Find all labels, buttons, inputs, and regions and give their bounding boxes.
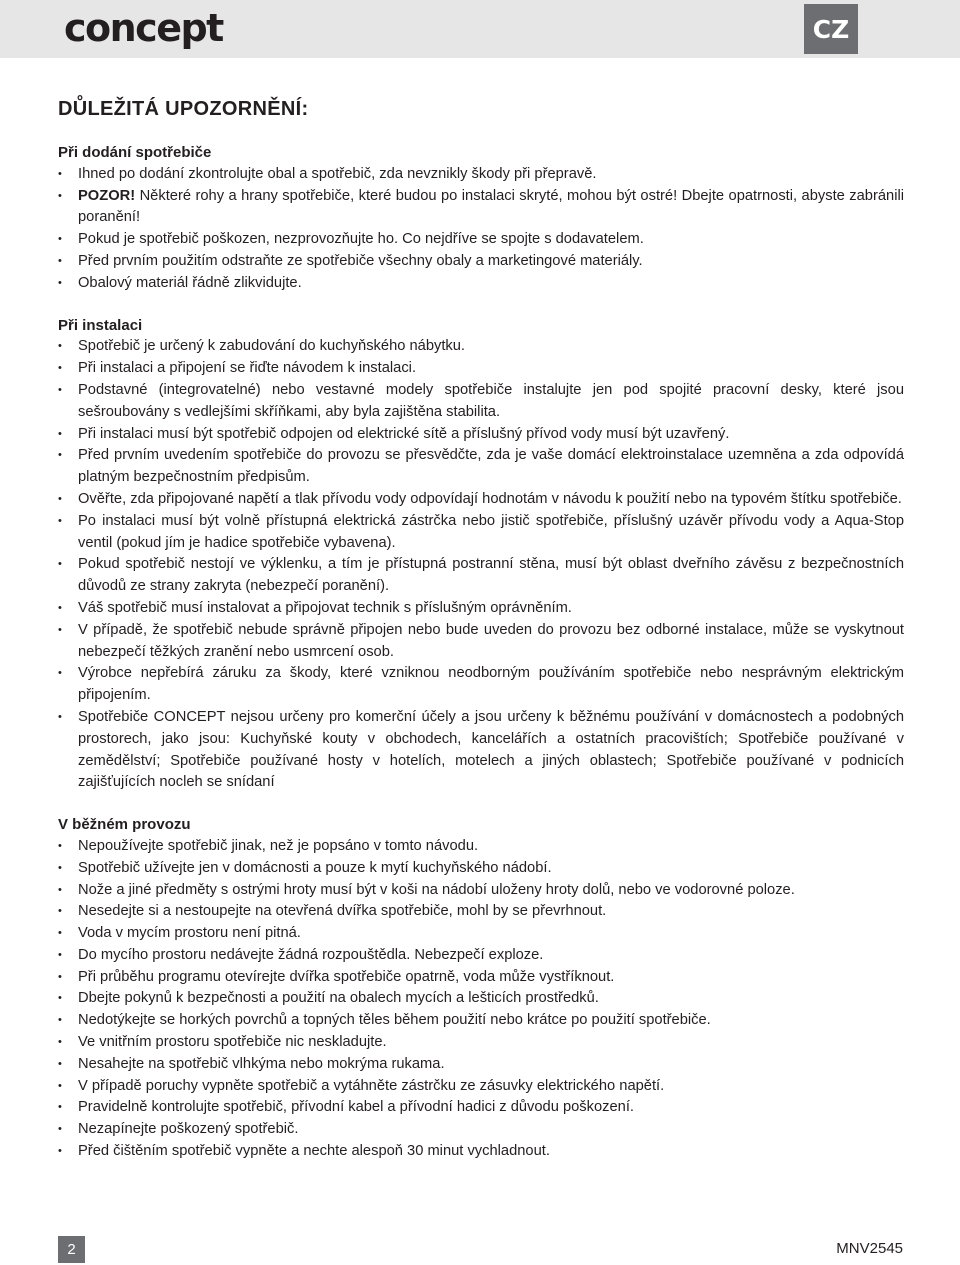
list-item: • Ihned po dodání zkontrolujte obal a spotřebič, zda nevznikly škody při přepravě.	[58, 164, 904, 186]
language-badge: CZ	[804, 4, 858, 54]
section	[58, 315, 904, 795]
sections-container	[58, 142, 904, 1163]
list-item: • Dbejte pokynů k bezpečnosti a použití na obalech mycích a lešticích prostředků.	[58, 988, 904, 1010]
page-title: DŮLEŽITÁ UPOZORNĚNÍ:	[58, 98, 309, 120]
list-item: • Pravidelně kontrolujte spotřebič, přívodní kabel a přívodní hadici z důvodu poškození.	[58, 1097, 904, 1119]
list-item: • Spotřebiče CONCEPT nejsou určeny pro komerční účely a jsou určeny k běžnému používání v domácnostech a podobných prostorech, jako jsou: Kuchyňské kouty v obchodech, kancelářích a ostatních pracovištích; Spotřebiče používané v zemědělství; Spotřebiče používané hosty v hotelích, motelech a jiných oblastech; Spotřebiče používané v podnicích zajišťujících nocleh se snídaní	[58, 707, 904, 794]
list-item: • Pokud spotřebič nestojí ve výklenku, a tím je přístupná postranní stěna, musí být oblast dveřního závěsu z bezpečnostních důvodů ze strany zakryta (nebezpečí poranění).	[58, 554, 904, 598]
list-item: • Ve vnitřním prostoru spotřebiče nic neskladujte.	[58, 1032, 904, 1054]
list-item: • Spotřebič užívejte jen v domácnosti a pouze k mytí kuchyňského nádobí.	[58, 858, 904, 880]
section	[58, 142, 904, 295]
bullet-list	[58, 836, 904, 1163]
list-item: • Nesahejte na spotřebič vlhkýma nebo mokrýma rukama.	[58, 1054, 904, 1076]
list-item: • Voda v mycím prostoru není pitná.	[58, 923, 904, 945]
list-item: • Podstavné (integrovatelné) nebo vestavné modely spotřebiče instalujte jen pod spojité pracovní desky, které jsou sešroubovány s vedlejšími skříňkami, aby byla zajištěna stabilita.	[58, 380, 904, 424]
list-item: • Při instalaci musí být spotřebič odpojen od elektrické sítě a příslušný přívod vody musí být uzavřený.	[58, 424, 904, 446]
bullet-list	[58, 164, 904, 295]
list-item: • Pokud je spotřebič poškozen, nezprovozňujte ho. Co nejdříve se spojte s dodavatelem.	[58, 229, 904, 251]
list-item: • Před prvním použitím odstraňte ze spotřebiče všechny obaly a marketingové materiály.	[58, 251, 904, 273]
list-item: • Váš spotřebič musí instalovat a připojovat technik s příslušným oprávněním.	[58, 598, 904, 620]
list-item: • Nesedejte si a nestoupejte na otevřená dvířka spotřebiče, mohl by se převrhnout.	[58, 901, 904, 923]
warning-label: POZOR!	[78, 187, 136, 204]
list-item: • Při průběhu programu otevírejte dvířka spotřebiče opatrně, voda může vystříknout.	[58, 967, 904, 989]
document-body	[58, 96, 904, 1163]
section-title: Při instalaci	[58, 316, 143, 334]
list-item: • Spotřebič je určený k zabudování do kuchyňského nábytku.	[58, 336, 904, 358]
list-item: • Nedotýkejte se horkých povrchů a topných těles během použití nebo krátce po použití spotřebiče.	[58, 1010, 904, 1032]
page-number: 2	[58, 1236, 85, 1263]
list-item: • Před prvním uvedením spotřebiče do provozu se přesvědčte, zda je vaše domácí elektroinstalace uzemněna a zda odpovídá platným bezpečnostním předpisům.	[58, 445, 904, 489]
list-item: • POZOR! Některé rohy a hrany spotřebiče, které budou po instalaci skryté, mohou být ostré! Dbejte opatrnosti, abyste zabránili poranění!	[58, 186, 904, 230]
list-item: • V případě, že spotřebič nebude správně připojen nebo bude uveden do provozu bez odborné instalace, může se vyskytnout nebezpečí těžkých zranění nebo usmrcení osob.	[58, 620, 904, 664]
section-title: Při dodání spotřebiče	[58, 144, 212, 161]
model-number: MNV2545	[836, 1240, 903, 1257]
list-item: • Ověřte, zda připojované napětí a tlak přívodu vody odpovídají hodnotám v návodu k použití nebo na typovém štítku spotřebiče.	[58, 489, 904, 511]
list-item: • Výrobce nepřebírá záruku za škody, které vzniknou neodborným používáním spotřebiče nebo nesprávným elektrickým připojením.	[58, 663, 904, 707]
section	[58, 814, 904, 1163]
list-item: • Do mycího prostoru nedávejte žádná rozpouštědla. Nebezpečí exploze.	[58, 945, 904, 967]
brand-logo: concept	[64, 6, 223, 50]
list-item: • Obalový materiál řádně zlikvidujte.	[58, 273, 904, 295]
list-item: • V případě poruchy vypněte spotřebič a vytáhněte zástrčku ze zásuvky elektrického napětí.	[58, 1076, 904, 1098]
list-item: • Nezapínejte poškozený spotřebič.	[58, 1119, 904, 1141]
list-item: • Nože a jiné předměty s ostrými hroty musí být v koši na nádobí uloženy hroty dolů, nebo ve vodorovné poloze.	[58, 880, 904, 902]
list-item: • Po instalaci musí být volně přístupná elektrická zástrčka nebo jistič spotřebiče, příslušný uzávěr přívodu vody a Aqua-Stop ventil (pokud jím je hadice spotřebiče vybavena).	[58, 511, 904, 555]
list-item: • Při instalaci a připojení se řiďte návodem k instalaci.	[58, 358, 904, 380]
section-title: V běžném provozu	[58, 816, 191, 834]
list-item: • Nepoužívejte spotřebič jinak, než je popsáno v tomto návodu.	[58, 836, 904, 858]
bullet-list	[58, 336, 904, 794]
list-item: • Před čištěním spotřebič vypněte a nechte alespoň 30 minut vychladnout.	[58, 1141, 904, 1163]
